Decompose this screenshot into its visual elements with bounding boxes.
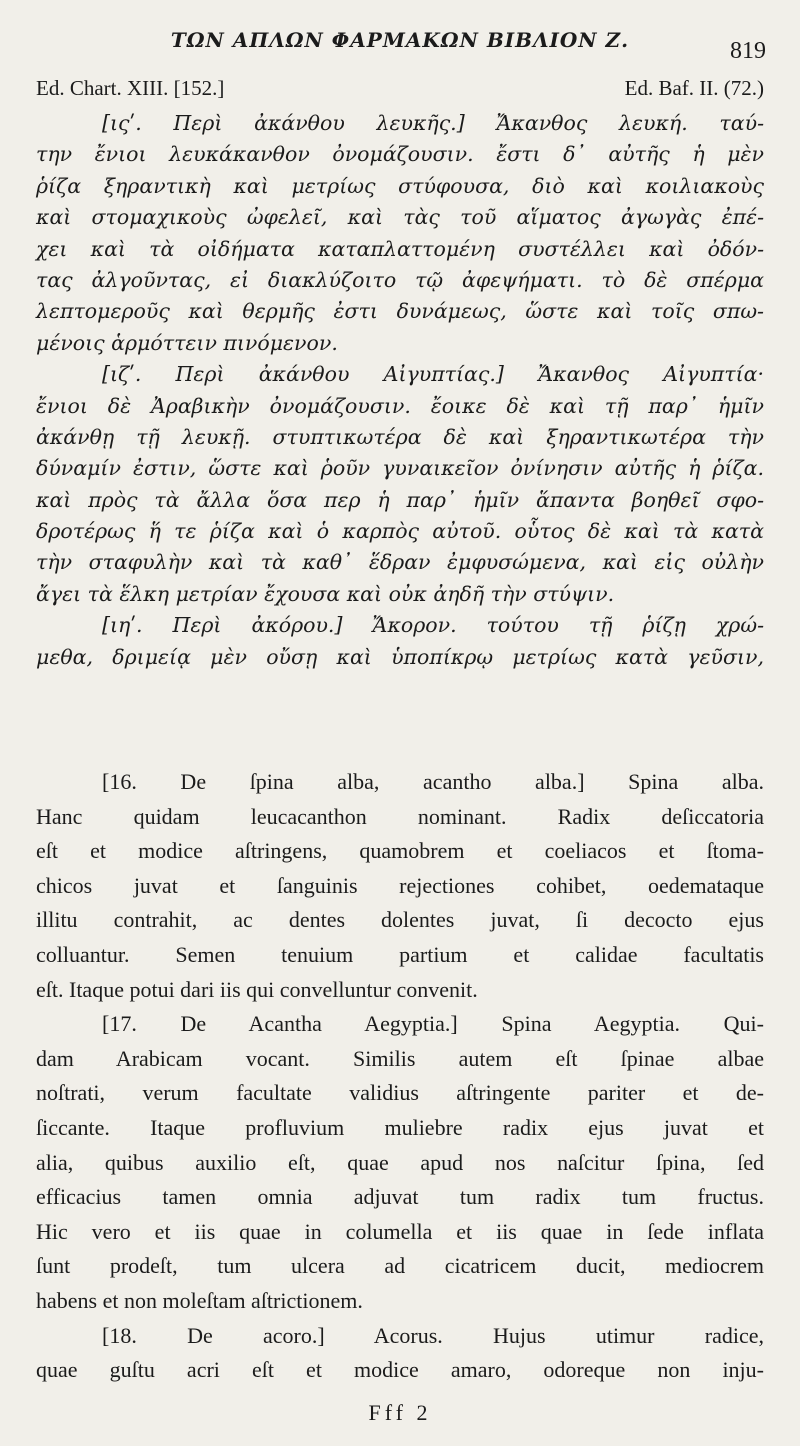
latin-line: quae guſtu acri eſt et modice amaro, odoreque non inju-	[36, 1357, 764, 1383]
running-title: ΤΩΝ ΑΠΛΩΝ ΦΑΡΜΑΚΩΝ ΒΙΒΛΙΟΝ Ζ.	[170, 28, 630, 52]
greek-line: ἔνιοι δὲ Ἀραβικὴν ὀνομάζουσιν. ἔοικε δὲ καὶ τῇ παρ᾽ ἡμῖν	[36, 393, 764, 418]
latin-text-column	[36, 765, 764, 1388]
latin-line: [18. De acoro.] Acorus. Hujus utimur radice,	[102, 1322, 764, 1348]
latin-line: ſiccante. Itaque profluvium muliebre radix ejus juvat et	[36, 1114, 764, 1140]
latin-line: eſt. Itaque potui dari iis qui convelluntur convenit.	[36, 976, 478, 1002]
greek-line: μένοις ἁρμόττειν πινόμενον.	[36, 330, 338, 355]
greek-line: λεπτομεροῦς καὶ θερμῆς ἐστι δυνάμεως, ὥστε καὶ τοῖς σπω-	[36, 299, 764, 324]
latin-line: Hanc quidam leucacanthon nominant. Radix deſiccatoria	[36, 803, 764, 829]
greek-text-column	[36, 108, 764, 673]
greek-line: τας ἀλγοῦντας, εἰ διακλύζοιτο τῷ ἀφεψήματι. τὸ δὲ σπέρμα	[36, 267, 764, 292]
latin-line: alia, quibus auxilio eſt, quae apud nos naſcitur ſpina, ſed	[36, 1149, 764, 1175]
latin-line: illitu contrahit, ac dentes dolentes juvat, ſi decocto ejus	[36, 907, 764, 933]
printer-signature: Fff 2	[368, 1400, 432, 1425]
latin-line: dam Arabicam vocant. Similis autem eſt ſpinae albae	[36, 1045, 764, 1071]
greek-line: ἄγει τὰ ἕλκη μετρίαν ἔχουσα καὶ οὐκ ἀηδῆ τὴν στύψιν.	[36, 581, 615, 606]
edition-reference-basel: Ed. Baf. II. (72.)	[624, 76, 764, 100]
greek-line: την ἔνιοι λευκάκανθον ὀνομάζουσιν. ἔστι δ᾽ αὐτῆς ἡ μὲν	[36, 142, 764, 167]
latin-line: ſunt prodeſt, tum ulcera ad cicatricem ducit, mediocrem	[36, 1253, 764, 1279]
greek-line: χει καὶ τὰ οἰδήματα καταπλαττομένη συστέλλει καὶ ὀδόν-	[36, 236, 764, 261]
greek-line: [ιζʹ. Περὶ ἀκάνθου Αἰγυπτίας.] Ἄκανθος Αἰγυπτία·	[102, 362, 764, 387]
latin-line: habens et non moleſtam aſtrictionem.	[36, 1287, 363, 1313]
latin-line: chicos juvat et ſanguinis rejectiones cohibet, oedemataque	[36, 872, 764, 898]
latin-line: colluantur. Semen tenuium partium et calidae facultatis	[36, 941, 764, 967]
greek-line: καὶ πρὸς τὰ ἄλλα ὅσα περ ἡ παρ᾽ ἡμῖν ἅπαντα βοηθεῖ σφο-	[36, 487, 764, 512]
greek-line: [ιςʹ. Περὶ ἀκάνθου λευκῆς.] Ἄκανθος λευκή. ταύ-	[102, 111, 764, 135]
greek-line: δύναμίν ἐστιν, ὥστε καὶ ῥοῦν γυναικεῖον ὀνίνησιν αὐτῆς ἡ ῥίζα.	[36, 456, 764, 481]
greek-line: καὶ στομαχικοὺς ὠφελεῖ, καὶ τὰς τοῦ αἵματος ἀγωγὰς ἐπέ-	[36, 205, 764, 230]
greek-line: [ιηʹ. Περὶ ἀκόρου.] Ἄκορον. τούτου τῇ ῥίζῃ χρώ-	[102, 613, 764, 638]
page-number: 819	[730, 38, 766, 64]
latin-line: noſtrati, verum facultate validius aſtringente pariter et de-	[36, 1080, 764, 1106]
greek-line: μεθα, δριμείᾳ μὲν οὔσῃ καὶ ὑποπίκρῳ μετρίως κατὰ γεῦσιν,	[36, 644, 764, 669]
greek-line: ἀκάνθῃ τῇ λευκῇ. στυπτικωτέρα δὲ καὶ ξηραντικωτέρα τὴν	[36, 424, 764, 449]
greek-line: ῥίζα ξηραντικὴ καὶ μετρίως στύφουσα, διὸ καὶ κοιλιακοὺς	[36, 173, 764, 198]
edition-reference-chartier: Ed. Chart. XIII. [152.]	[36, 76, 225, 100]
latin-line: Hic vero et iis quae in columella et iis quae in ſede inflata	[36, 1218, 764, 1244]
latin-line: eſt et modice aſtringens, quamobrem et coeliacos et ſtoma-	[36, 838, 764, 864]
latin-line: [17. De Acantha Aegyptia.] Spina Aegyptia. Qui-	[102, 1011, 764, 1037]
greek-line: τὴν σταφυλὴν καὶ τὰ καθ᾽ ἕδραν ἐμφυσώμενα, καὶ εἰς οὐλὴν	[36, 550, 764, 575]
latin-line: [16. De ſpina alba, acantho alba.] Spina alba.	[102, 769, 764, 794]
greek-line: δροτέρως ἥ τε ῥίζα καὶ ὁ καρπὸς αὐτοῦ. οὗτος δὲ καὶ τὰ κατὰ	[36, 519, 764, 544]
latin-line: efficacius tamen omnia adjuvat tum radix tum fructus.	[36, 1184, 764, 1210]
